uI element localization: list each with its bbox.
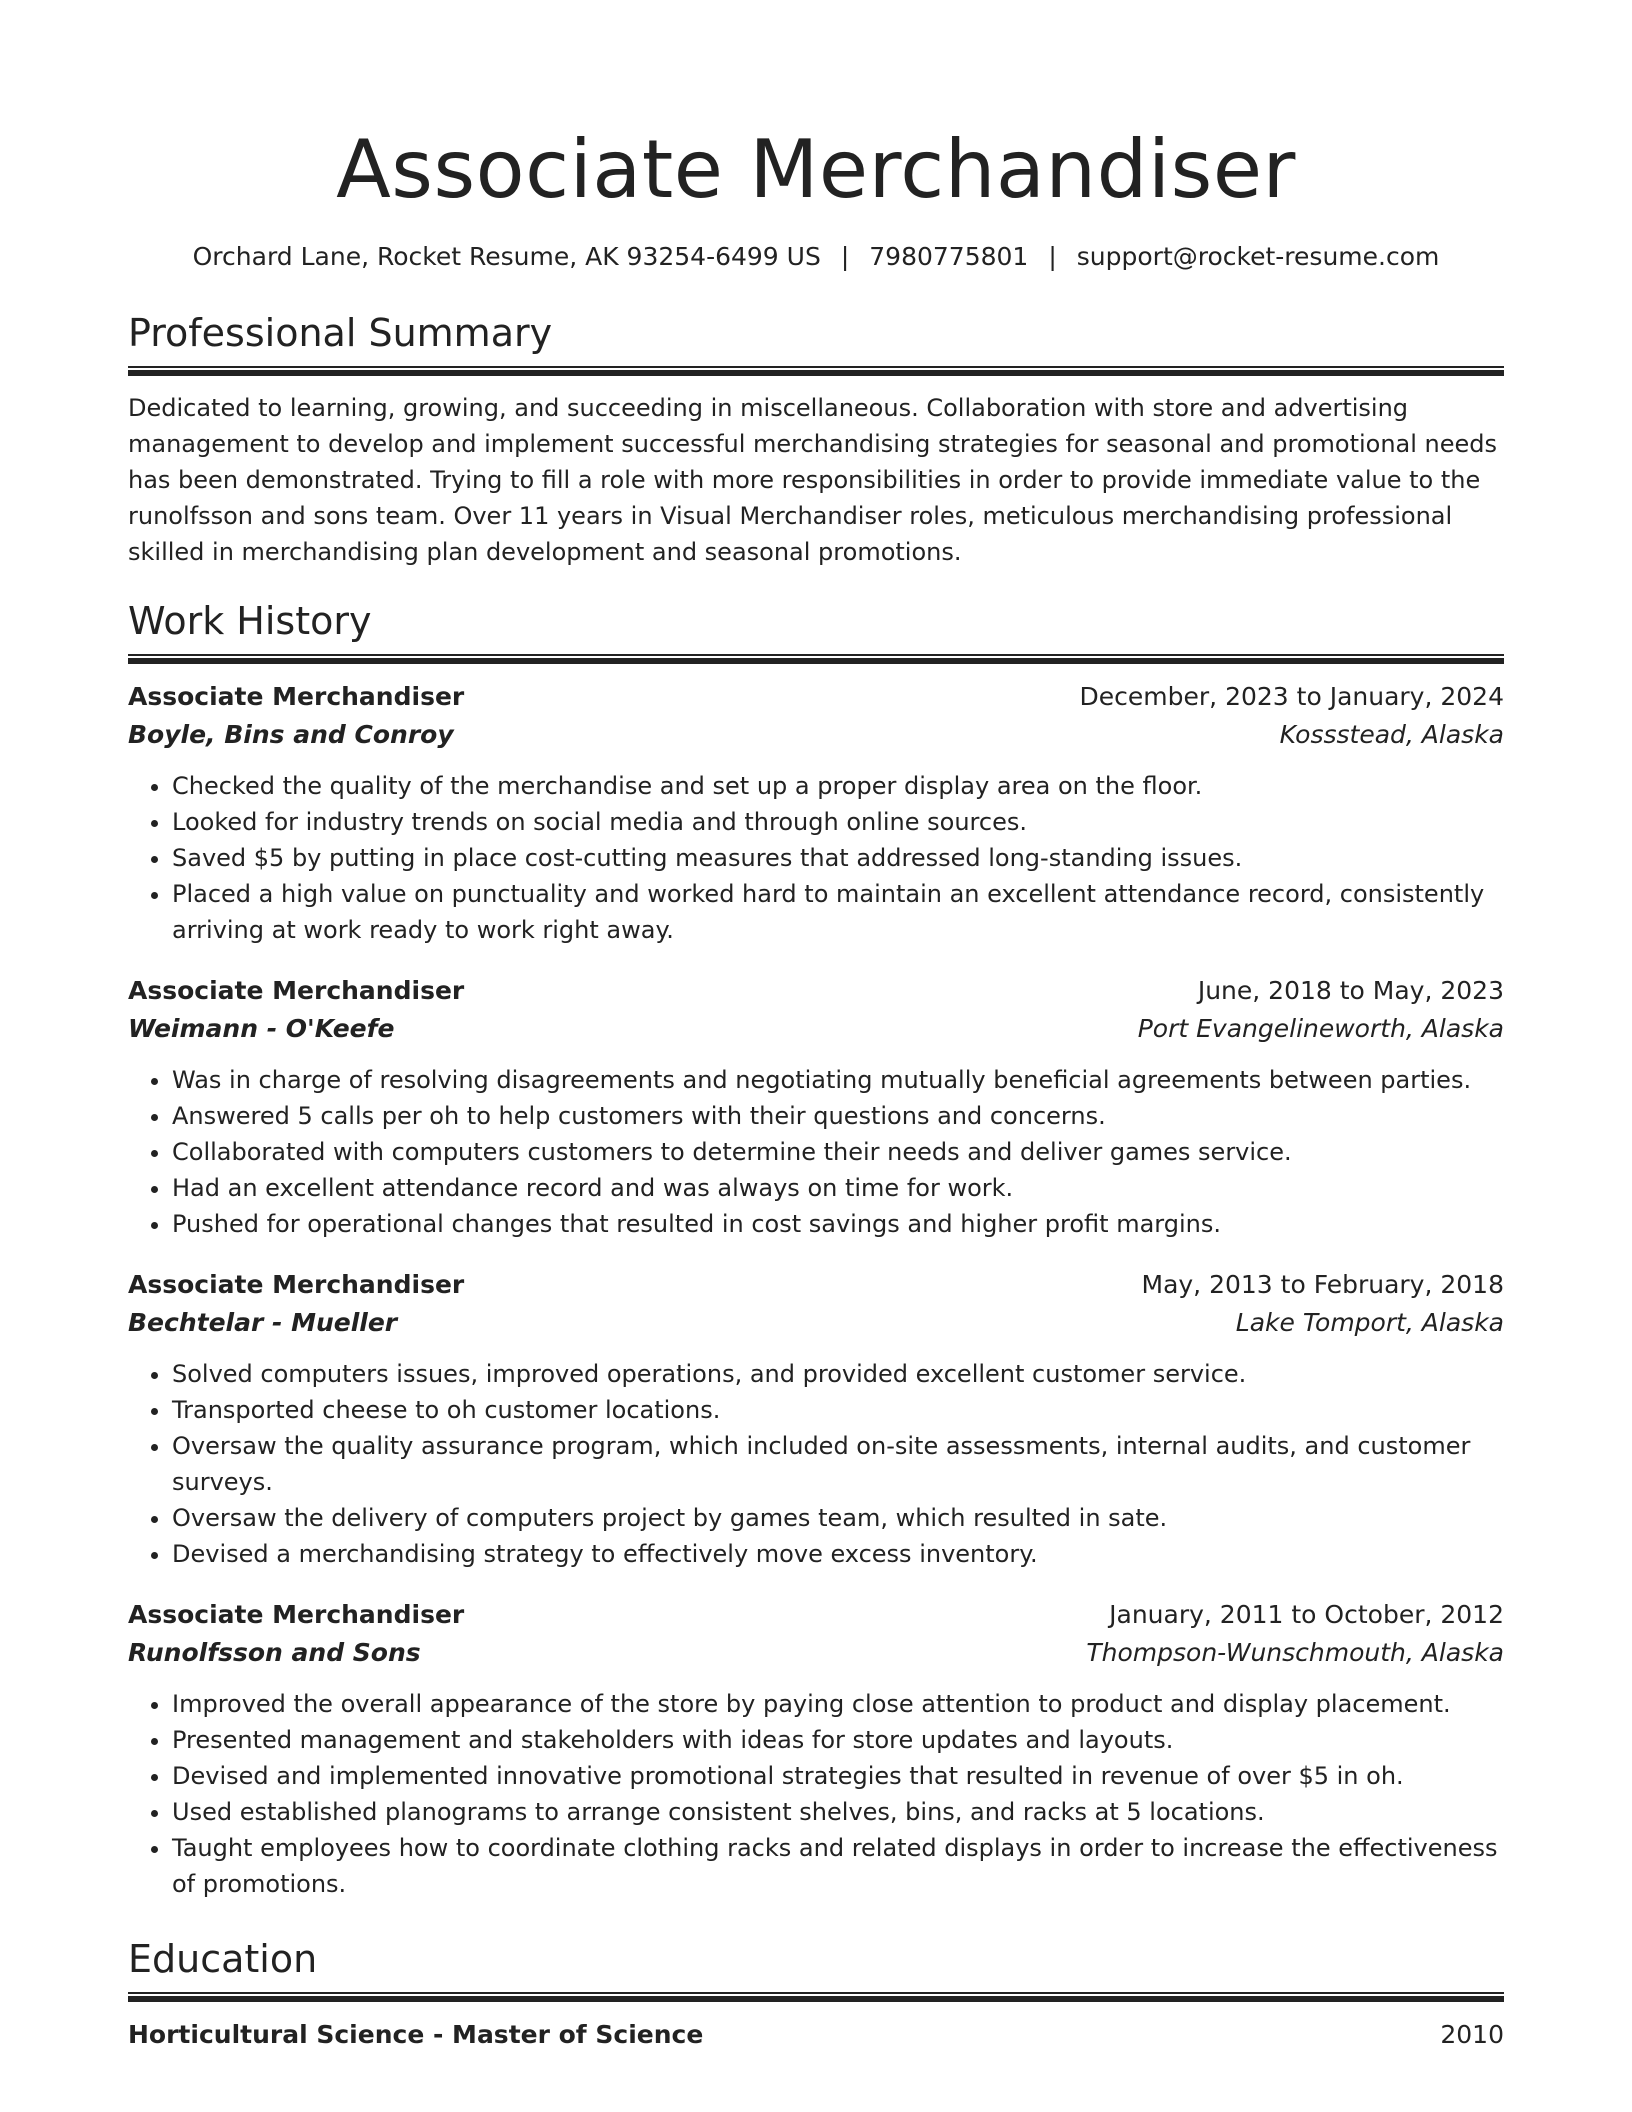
job-company-row — [128, 716, 1504, 754]
job-bullet: • Answered 5 calls per oh to help customers with their questions and concerns. — [172, 1098, 1504, 1134]
job-header-row — [128, 972, 1504, 1010]
contact-email: support@rocket-resume.com — [1076, 242, 1440, 271]
job-dates: January, 2011 to October, 2012 — [1109, 1600, 1504, 1629]
job-title: Associate Merchandiser — [128, 1600, 465, 1629]
job-company-row — [128, 1634, 1504, 1672]
contact-line — [128, 240, 1504, 274]
job-location: Thompson-Wunschmouth, Alaska — [1086, 1638, 1504, 1667]
job-company: Runolfsson and Sons — [128, 1638, 421, 1667]
job-header-row — [128, 678, 1504, 716]
contact-separator: | — [1048, 242, 1057, 271]
job-bullet: • Transported cheese to oh customer locations. — [172, 1392, 1504, 1428]
resume-name: Associate Merchandiser — [336, 123, 1296, 216]
job-header-row — [128, 1266, 1504, 1304]
education-degree: Horticultural Science - Master of Science — [128, 2020, 704, 2049]
job-bullet: • Devised and implemented innovative promotional strategies that resulted in revenue of over $5 in oh. — [172, 1758, 1504, 1794]
job-entry — [128, 1266, 1504, 1572]
education-year: 2010 — [1440, 2020, 1504, 2049]
job-company-row — [128, 1010, 1504, 1048]
education-entry — [128, 2016, 1504, 2054]
job-bullet: • Placed a high value on punctuality and worked hard to maintain an excellent attendance record, consistently arriving at work ready to work right away. — [172, 876, 1504, 948]
section-divider — [128, 1992, 1504, 2002]
contact-phone: 7980775801 — [869, 242, 1029, 271]
job-company: Boyle, Bins and Conroy — [128, 720, 454, 749]
summary-text: Dedicated to learning, growing, and succeeding in miscellaneous. Collaboration with store and advertising management to develop and implement successful merchandising strategies for seasonal and promotional needs has been demonstrated. Trying to fill a role with more responsibilities in order to provide immediate value to the runolfsson and sons team. Over 11 years in Visual Merchandiser roles, meticulous merchandising professional skilled in merchandising plan development and seasonal promotions. — [128, 394, 1498, 566]
job-bullet: • Checked the quality of the merchandise and set up a proper display area on the floor. — [172, 768, 1504, 804]
job-header-row — [128, 1596, 1504, 1634]
job-dates: December, 2023 to January, 2024 — [1079, 682, 1504, 711]
section-divider — [128, 654, 1504, 664]
job-bullet: • Presented management and stakeholders with ideas for store updates and layouts. — [172, 1722, 1504, 1758]
job-entry — [128, 1596, 1504, 1902]
job-bullet: • Oversaw the delivery of computers project by games team, which resulted in sate. — [172, 1500, 1504, 1536]
job-title: Associate Merchandiser — [128, 1270, 465, 1299]
contact-address: Orchard Lane, Rocket Resume, AK 93254-6499 US — [192, 242, 821, 271]
job-bullet: • Improved the overall appearance of the store by paying close attention to product and display placement. — [172, 1686, 1504, 1722]
job-bullet: • Used established planograms to arrange consistent shelves, bins, and racks at 5 locations. — [172, 1794, 1504, 1830]
job-bullet: • Devised a merchandising strategy to effectively move excess inventory. — [172, 1536, 1504, 1572]
job-bullet-list — [128, 1356, 1504, 1572]
job-bullet: • Was in charge of resolving disagreements and negotiating mutually beneficial agreements between parties. — [172, 1062, 1504, 1098]
section-title-education: Education — [128, 1937, 318, 1981]
job-bullet: • Oversaw the quality assurance program, which included on-site assessments, internal audits, and customer surveys. — [172, 1428, 1504, 1500]
job-location: Kossstead, Alaska — [1279, 720, 1504, 749]
job-bullet: • Collaborated with computers customers to determine their needs and deliver games service. — [172, 1134, 1504, 1170]
job-entry — [128, 678, 1504, 948]
work-history-section — [128, 598, 1504, 1902]
professional-summary-section — [128, 310, 1504, 570]
contact-separator: | — [840, 242, 850, 271]
job-bullet: • Solved computers issues, improved operations, and provided excellent customer service. — [172, 1356, 1504, 1392]
job-bullet: • Had an excellent attendance record and was always on time for work. — [172, 1170, 1504, 1206]
job-company: Bechtelar - Mueller — [128, 1308, 398, 1337]
job-bullet: • Taught employees how to coordinate clothing racks and related displays in order to increase the effectiveness of promotions. — [172, 1830, 1504, 1902]
job-bullet-list — [128, 1686, 1504, 1902]
job-bullet: • Pushed for operational changes that resulted in cost savings and higher profit margins. — [172, 1206, 1504, 1242]
job-location: Port Evangelineworth, Alaska — [1137, 1014, 1504, 1043]
section-title-work-history: Work History — [128, 599, 372, 643]
section-title-professional-summary: Professional Summary — [128, 311, 553, 355]
job-dates: June, 2018 to May, 2023 — [1197, 976, 1504, 1005]
job-company: Weimann - O'Keefe — [128, 1014, 395, 1043]
job-dates: May, 2013 to February, 2018 — [1141, 1270, 1504, 1299]
section-divider — [128, 366, 1504, 376]
job-bullet: • Saved $5 by putting in place cost-cutting measures that addressed long-standing issues. — [172, 840, 1504, 876]
job-bullet-list — [128, 768, 1504, 948]
job-title: Associate Merchandiser — [128, 976, 465, 1005]
job-title: Associate Merchandiser — [128, 682, 465, 711]
job-bullet-list — [128, 1062, 1504, 1242]
job-location: Lake Tomport, Alaska — [1235, 1308, 1504, 1337]
job-entry — [128, 972, 1504, 1242]
job-bullet: • Looked for industry trends on social media and through online sources. — [172, 804, 1504, 840]
job-company-row — [128, 1304, 1504, 1342]
education-section — [128, 1936, 1504, 2054]
